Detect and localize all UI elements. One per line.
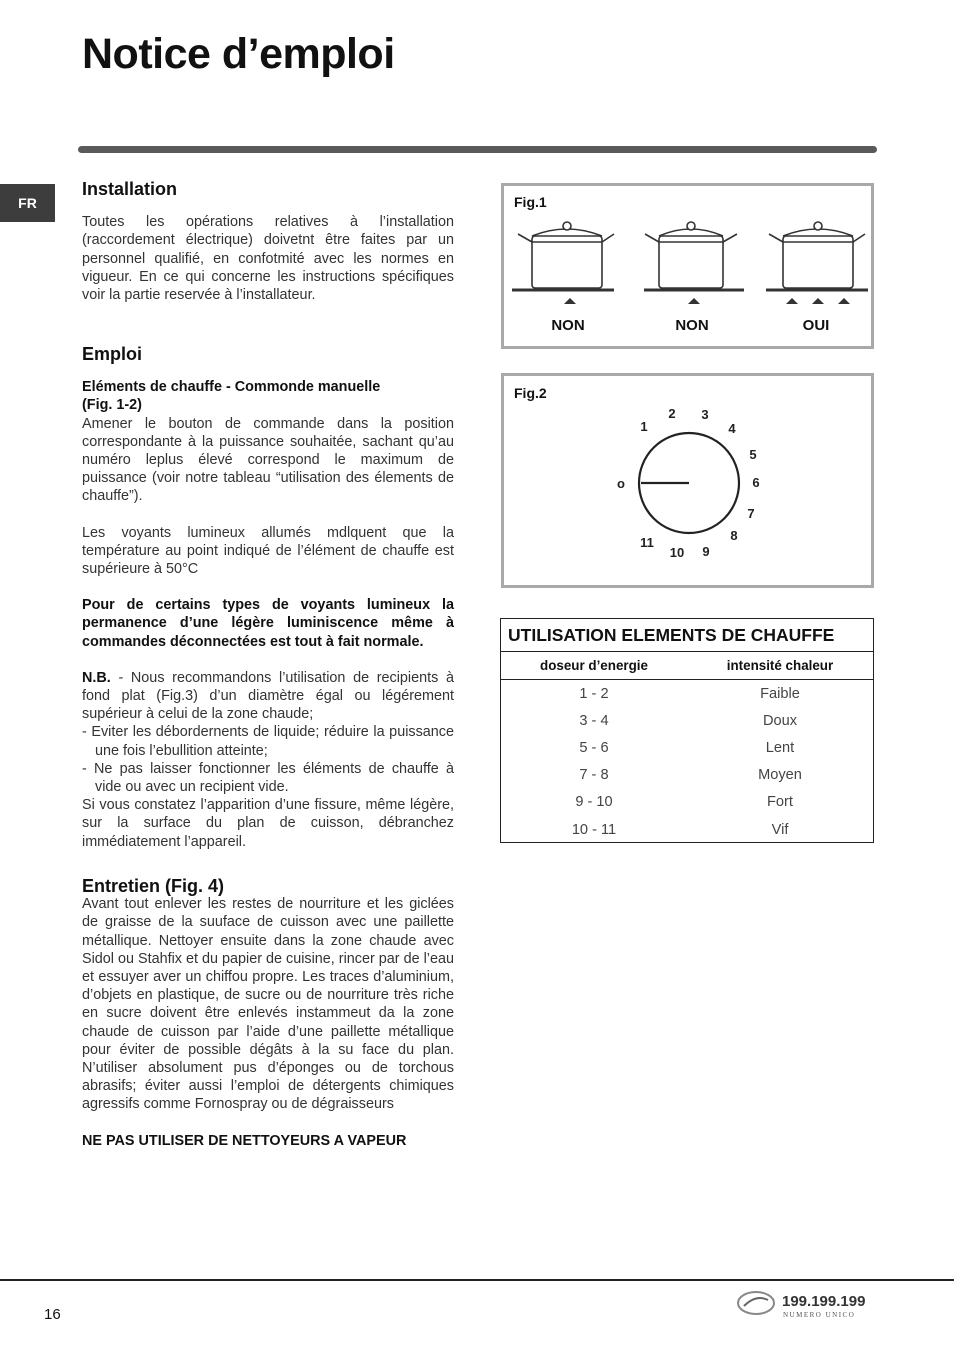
svg-text:199.199.199: 199.199.199 — [782, 1293, 866, 1310]
flame-icon — [688, 298, 700, 304]
column-header: intensité chaleur — [726, 658, 834, 673]
dial-mark: 3 — [701, 407, 709, 422]
dial-mark: 6 — [752, 475, 760, 490]
dial-mark: 8 — [730, 528, 738, 543]
entretien-warning: NE PAS UTILISER DE NETTOYEURS A VAPEUR — [82, 1132, 407, 1149]
table-row — [501, 789, 873, 816]
emploi-subheading: Eléments de chauffe - Commonde manuelle — [82, 379, 381, 396]
list-item: - Eviter les débordernents de liquide; réduire la puissance une fois l’ebullition atteinte; — [82, 724, 454, 759]
table-cell: Faible — [760, 685, 800, 702]
language-tab: FR — [0, 184, 55, 222]
installation-text: Toutes les opérations relatives à l’installation (raccordement électrique) doivetnt être faites par un personnel qualifié, en confotmité avec les normes en vigueur. En ce qui concerne les instructions spécifiques voir la partie reservée à l’installateur. — [82, 214, 454, 304]
flame-icon — [838, 298, 850, 304]
table-cell: Moyen — [758, 767, 802, 784]
column-header: doseur d’energie — [540, 658, 648, 673]
flame-icon — [812, 298, 824, 304]
entretien-text: Avant tout enlever les restes de nourriture et les giclées de graisse de la suuface de cuisson avec une paillette métallique. Nettoyer ensuite dans la zone chaude avec Sidol ou Stahfix et du papier de cuisine, rincer par de l’eau et essuyer aver un chiffou propre. Les traces d’aluminium, d’objets en plastique, de sucre ou de nourriture très riche en sucre doivent être enlevés instammeut da la zone chaude de cuisson par l’aide d’une paillette métallique pour éviter de possible dégâts à la su face du plan. N’utiliser absolument pus d’éponges ou de torchous abrasifs; éviter aussi l’emploi de détergents chimiques agressifs comme Fornospray ou de dégraisseurs — [82, 896, 454, 1113]
emploi-paragraph: Si vous constatez l’apparition d’une fissure, même légère, sur la surface du plan de cuisson, débranchez immédiatement l’appareil. — [82, 797, 454, 850]
nb-text: - Nous recommandons l’utilisation de recipients à fond plat (Fig.3) d’un diamètre égal ou légérement supérieur à celui de la zone chaude; — [82, 669, 454, 723]
table-cell: 5 - 6 — [579, 739, 609, 756]
table-row — [501, 707, 873, 734]
dial-mark: 10 — [669, 545, 685, 560]
table-row — [501, 762, 873, 789]
table-cell: 3 - 4 — [579, 712, 609, 729]
phone-logo-icon — [736, 1286, 872, 1322]
dial-mark: 2 — [668, 406, 676, 421]
list-item: - Ne pas laisser fonctionner les éléments de chauffe à vide ou avec un recipient vide. — [82, 760, 454, 796]
installation-section — [82, 180, 454, 304]
emploi-paragraph: Amener le bouton de commande dans la position correspondante à la puissance souhaitée, sachant qu’au numéro leplus élevé correspond le maximum de puissance (voir notre tableau “utilisation des élements de chauffe”). — [82, 415, 454, 505]
dial-mark: 1 — [640, 419, 648, 434]
installation-heading: Installation — [82, 179, 178, 199]
figure-1-label: Fig.1 — [514, 194, 547, 210]
table-header — [501, 652, 873, 680]
emploi-paragraph: Les voyants lumineux allumés mdlquent que la température au point indiqué de l’élément de chauffe est supérieure à 50°C — [82, 524, 454, 578]
table-cell: Doux — [762, 712, 798, 729]
emploi-section — [82, 345, 454, 851]
title-divider — [78, 146, 877, 153]
table-cell: 10 - 11 — [571, 821, 617, 838]
table-row — [501, 680, 873, 707]
table-cell: 1 - 2 — [579, 685, 609, 702]
table-cell: Vif — [771, 821, 789, 838]
table-cell: 9 - 10 — [575, 794, 613, 811]
entretien-heading: Entretien (Fig. 4) — [82, 876, 225, 896]
table-cell: Lent — [765, 739, 795, 756]
table-title: UTILISATION ELEMENTS DE CHAUFFE — [501, 619, 873, 652]
table-row — [501, 816, 873, 843]
pot-label-non: NON — [551, 317, 585, 334]
dial-mark: 5 — [749, 447, 757, 462]
dial-mark: 11 — [640, 535, 654, 550]
figure-1 — [501, 183, 874, 349]
dial-mark: o — [617, 476, 625, 491]
table-cell: Fort — [767, 794, 793, 811]
table-cell: 7 - 8 — [579, 767, 609, 784]
pot-label-oui: OUI — [802, 317, 830, 334]
nb-paragraph — [82, 669, 454, 724]
svg-text:NUMERO UNICO: NUMERO UNICO — [783, 1311, 856, 1319]
heating-table — [500, 618, 874, 843]
figure-2-label: Fig.2 — [514, 385, 547, 401]
page-number: 16 — [44, 1306, 61, 1323]
figure-2 — [501, 373, 874, 588]
emploi-subheading-ref: (Fig. 1-2) — [82, 397, 142, 414]
pot-label-non: NON — [675, 317, 709, 334]
emploi-note: Pour de certains types de voyants lumineux la permanence d’une légère luminiscence même à commandes déconnectées est tout à fait normale. — [82, 597, 454, 650]
flame-icon — [564, 298, 576, 304]
emploi-heading: Emploi — [82, 344, 143, 364]
entretien-section — [82, 877, 454, 1150]
pot-icon — [766, 222, 868, 290]
dial-mark: 7 — [747, 506, 755, 521]
footer-divider — [0, 1279, 954, 1281]
control-dial — [504, 376, 871, 585]
page-title: Notice d’emploi — [82, 30, 395, 78]
dial-mark: 4 — [728, 421, 736, 436]
pot-icon — [512, 222, 614, 290]
table-row — [501, 734, 873, 761]
nb-label: N.B. — [82, 669, 111, 686]
flame-icon — [786, 298, 798, 304]
dial-mark: 9 — [702, 544, 710, 559]
pot-icon — [644, 222, 744, 290]
